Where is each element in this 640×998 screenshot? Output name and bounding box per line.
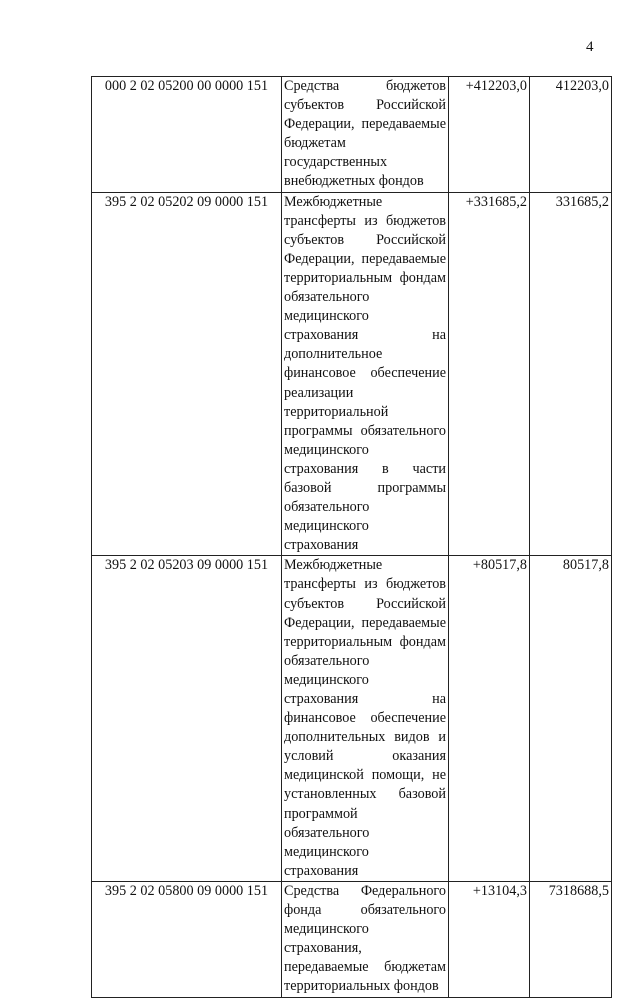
budget-code-cell: 395 2 02 05202 09 0000 151 — [92, 192, 282, 556]
change-amount-cell: +80517,8 — [449, 556, 530, 882]
table-row — [92, 77, 612, 193]
revenue-name-cell: Межбюджетные трансферты из бюджетов субъектов Российской Федерации, передаваемые территориальным фондам обязательного медицинского страхования на дополнительное финансовое обеспечение реализации территориальной программы обязательного медицинского страхования в части базовой программы обязательного медицинского страхования — [282, 192, 449, 556]
change-amount-cell: +412203,0 — [449, 77, 530, 193]
total-amount-cell: 80517,8 — [530, 556, 612, 882]
total-amount-cell: 412203,0 — [530, 77, 612, 193]
page-number: 4 — [586, 39, 594, 55]
revenue-name-cell: Средства бюджетов субъектов Российской Федерации, передаваемые бюджетам государственных внебюджетных фондов — [282, 77, 449, 193]
revenue-name-cell: Средства Федерального фонда обязательного медицинского страхования, передаваемые бюджетам территориальных фондов — [282, 881, 449, 997]
change-amount-cell: +13104,3 — [449, 881, 530, 997]
total-amount-cell: 331685,2 — [530, 192, 612, 556]
table-row — [92, 192, 612, 556]
change-amount-cell: +331685,2 — [449, 192, 530, 556]
revenue-name-cell: Межбюджетные трансферты из бюджетов субъектов Российской Федерации, передаваемые территориальным фондам обязательного медицинского страхования на финансовое обеспечение дополнительных видов и условий оказания медицинской помощи, не установленных базовой программой обязательного медицинского страхования — [282, 556, 449, 882]
budget-code-cell: 000 2 02 05200 00 0000 151 — [92, 77, 282, 193]
budget-code-cell: 395 2 02 05800 09 0000 151 — [92, 881, 282, 997]
budget-table — [91, 76, 612, 998]
total-amount-cell: 7318688,5 — [530, 881, 612, 997]
table-row — [92, 556, 612, 882]
table-row — [92, 881, 612, 997]
budget-code-cell: 395 2 02 05203 09 0000 151 — [92, 556, 282, 882]
